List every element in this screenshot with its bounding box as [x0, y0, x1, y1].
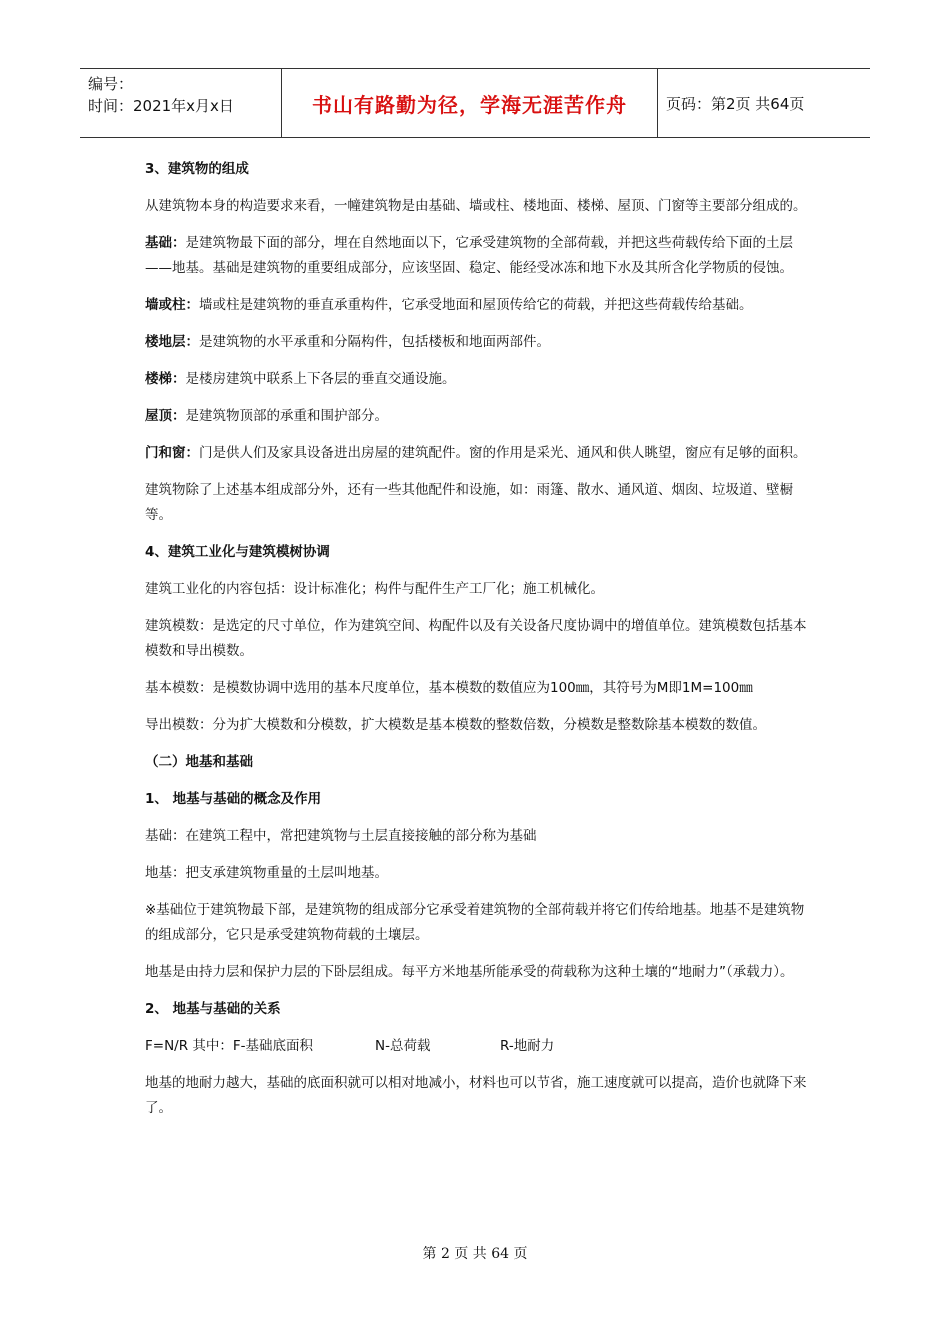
heading-relation: 2、 地基与基础的关系 [145, 1001, 281, 1017]
paragraph-intro: 从建筑物本身的构造要求来看，一幢建筑物是由基础、墙或柱、楼地面、楼梯、屋顶、门窗等主要部分组成的。 [145, 198, 807, 214]
formula-part-3: R-地耐力 [500, 1038, 555, 1054]
heading-composition: 3、建筑物的组成 [145, 161, 249, 177]
item-text: 门是供人们及家具设备进出房屋的建筑配件。窗的作用是采光、通风和供人眺望，窗应有足够的面积。 [199, 445, 807, 461]
item-text: 是建筑物最下面的部分，埋在自然地面以下，它承受建筑物的全部荷载，并把这些荷载传给下面的土层——地基。基础是建筑物的重要组成部分，应该坚固、稳定、能经受冰冻和地下水及其所含化学物质的侵蚀。 [145, 235, 793, 276]
item-text: 墙或柱是建筑物的垂直承重构件，它承受地面和屋顶传给它的荷载，并把这些荷载传给基础。 [199, 297, 753, 313]
item-text: 是建筑物顶部的承重和围护部分。 [185, 408, 388, 424]
header-meta [80, 69, 282, 137]
page-info: 页码：第2页 共64页 [666, 94, 805, 113]
formula-line [145, 1034, 810, 1059]
number-label: 编号： [88, 75, 134, 93]
paragraph-concept-4: 地基是由持力层和保护力层的下卧层组成。每平方米地基所能承受的荷载称为这种土壤的“地耐力”（承载力）。 [145, 964, 794, 980]
header-page-cell [658, 69, 870, 137]
item-floor [145, 330, 810, 355]
time-label: 时间：2021年x月x日 [88, 97, 234, 115]
heading-section-2: （二）地基和基础 [145, 754, 253, 770]
item-stairs [145, 367, 810, 392]
item-term: 楼地层： [145, 334, 199, 350]
item-foundation [145, 231, 810, 281]
page-header [80, 68, 870, 138]
document-body [145, 157, 810, 1133]
item-term: 墙或柱： [145, 297, 199, 313]
heading-industrial: 4、建筑工业化与建筑模树协调 [145, 544, 330, 560]
item-term: 基础： [145, 235, 186, 251]
paragraph-concept-1: 基础：在建筑工程中，常把建筑物与土层直接接触的部分称为基础 [145, 828, 537, 844]
item-term: 楼梯： [145, 371, 186, 387]
item-doors-windows [145, 441, 810, 466]
motto: 书山有路勤为径，学海无涯苦作舟 [312, 92, 627, 117]
header-motto-cell [282, 69, 658, 137]
item-term: 屋顶： [145, 408, 186, 424]
paragraph-industrial-3: 基本模数：是模数协调中选用的基本尺度单位，基本模数的数值应为100㎜，其符号为M即1M=100㎜ [145, 680, 753, 696]
item-text: 是楼房建筑中联系上下各层的垂直交通设施。 [185, 371, 456, 387]
paragraph-industrial-1: 建筑工业化的内容包括：设计标准化；构件与配件生产工厂化；施工机械化。 [145, 581, 604, 597]
paragraph-industrial-2: 建筑模数：是选定的尺寸单位，作为建筑空间、构配件以及有关设备尺度协调中的增值单位。建筑模数包括基本模数和导出模数。 [145, 618, 807, 659]
paragraph-other: 建筑物除了上述基本组成部分外，还有一些其他配件和设施，如：雨篷、散水、通风道、烟囱、垃圾道、壁橱等。 [145, 482, 793, 523]
item-term: 门和窗： [145, 445, 199, 461]
item-wall [145, 293, 810, 318]
heading-concept: 1、 地基与基础的概念及作用 [145, 791, 322, 807]
formula-part-2: N-总荷载 [375, 1038, 431, 1054]
page-footer: 第 2 页 共 64 页 [422, 1246, 528, 1262]
item-roof [145, 404, 810, 429]
formula-part-1: F=N/R 其中：F-基础底面积 [145, 1038, 314, 1054]
paragraph-concept-3: ※基础位于建筑物最下部，是建筑物的组成部分它承受着建筑物的全部荷载并将它们传给地基。地基不是建筑物的组成部分，它只是承受建筑物荷载的土壤层。 [145, 902, 805, 943]
paragraph-industrial-4: 导出模数：分为扩大模数和分模数，扩大模数是基本模数的整数倍数，分模数是整数除基本模数的数值。 [145, 717, 766, 733]
item-text: 是建筑物的水平承重和分隔构件，包括楼板和地面两部件。 [199, 334, 550, 350]
paragraph-relation-1: 地基的地耐力越大，基础的底面积就可以相对地减小，材料也可以节省，施工速度就可以提高，造价也就降下来了。 [145, 1075, 807, 1116]
paragraph-concept-2: 地基：把支承建筑物重量的土层叫地基。 [145, 865, 388, 881]
